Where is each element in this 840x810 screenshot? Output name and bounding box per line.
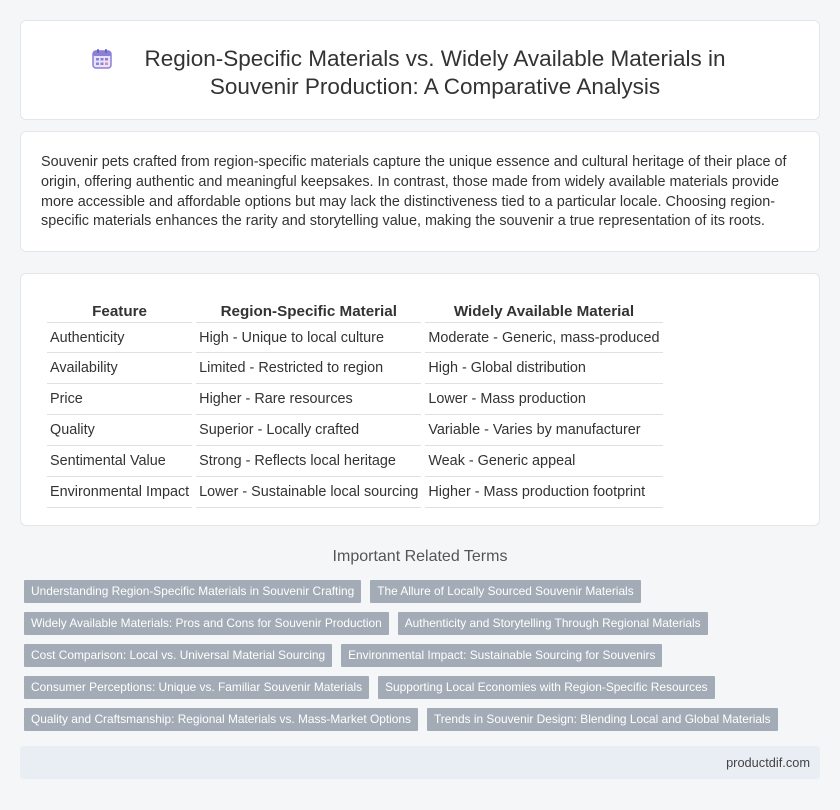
related-term-tag[interactable]: The Allure of Locally Sourced Souvenir Materials — [370, 580, 640, 603]
header-card — [20, 20, 820, 120]
column-header: Widely Available Material — [453, 303, 635, 320]
intro-paragraph: Souvenir pets crafted from region-specific materials capture the unique essence and cultural heritage of their place of origin, offering authentic and meaningful keepsakes. In contrast, those made from widely available materials provide more accessible and affordable options but may lack the distinctiveness tied to a particular locale. Choosing region-specific materials enhances the rarity and storytelling value, making the souvenir a true representation of its roots. — [41, 154, 787, 230]
table-header-row — [47, 296, 663, 322]
tag-row — [24, 676, 804, 699]
table-cell: Price — [47, 384, 192, 415]
related-term-tag[interactable]: Trends in Souvenir Design: Blending Local and Global Materials — [427, 708, 778, 731]
related-term-tag[interactable]: Quality and Craftsmanship: Regional Materials vs. Mass-Market Options — [24, 708, 418, 731]
related-term-tag[interactable]: Environmental Impact: Sustainable Sourcing for Souvenirs — [341, 644, 662, 667]
related-term-tag[interactable]: Supporting Local Economies with Region-Specific Resources — [378, 676, 715, 699]
related-term-tag[interactable]: Authenticity and Storytelling Through Regional Materials — [398, 612, 708, 635]
tag-row — [24, 708, 804, 731]
related-term-tag[interactable]: Consumer Perceptions: Unique vs. Familiar Souvenir Materials — [24, 676, 369, 699]
related-term-tag[interactable]: Widely Available Materials: Pros and Cons for Souvenir Production — [24, 612, 389, 635]
related-terms-list — [24, 580, 804, 740]
column-header: Region-Specific Material — [220, 303, 397, 320]
table-cell: Weak - Generic appeal — [425, 446, 662, 477]
table-cell: Sentimental Value — [47, 446, 192, 477]
footer — [20, 746, 820, 779]
comparison-card — [20, 273, 820, 526]
site-link[interactable]: productdif.com — [726, 755, 810, 770]
tag-row — [24, 644, 804, 667]
page-title: Region-Specific Materials vs. Widely Available Materials in Souvenir Production: A Comparative Analysis — [144, 46, 726, 99]
table-cell: Environmental Impact — [47, 477, 192, 508]
table-cell: High - Unique to local culture — [196, 322, 421, 353]
comparison-table — [43, 296, 667, 508]
table-cell: Lower - Sustainable local sourcing — [196, 477, 421, 508]
table-row — [47, 477, 663, 508]
table-cell: Variable - Varies by manufacturer — [425, 415, 662, 446]
table-row — [47, 415, 663, 446]
table-row — [47, 353, 663, 384]
related-term-tag[interactable]: Understanding Region-Specific Materials in Souvenir Crafting — [24, 580, 361, 603]
related-terms-heading: Important Related Terms — [332, 548, 508, 565]
table-cell: Quality — [47, 415, 192, 446]
table-cell: Higher - Rare resources — [196, 384, 421, 415]
table-cell: Superior - Locally crafted — [196, 415, 421, 446]
column-header: Feature — [92, 303, 148, 320]
table-row — [47, 322, 663, 353]
table-cell: High - Global distribution — [425, 353, 662, 384]
table-cell: Limited - Restricted to region — [196, 353, 421, 384]
table-row — [47, 384, 663, 415]
table-cell: Higher - Mass production footprint — [425, 477, 662, 508]
tag-row — [24, 612, 804, 635]
table-cell: Strong - Reflects local heritage — [196, 446, 421, 477]
table-cell: Availability — [47, 353, 192, 384]
table-cell: Authenticity — [47, 322, 192, 353]
table-row — [47, 446, 663, 477]
tag-row — [24, 580, 804, 603]
table-cell: Lower - Mass production — [425, 384, 662, 415]
table-cell: Moderate - Generic, mass-produced — [425, 322, 662, 353]
related-term-tag[interactable]: Cost Comparison: Local vs. Universal Material Sourcing — [24, 644, 332, 667]
intro-card — [20, 131, 820, 252]
